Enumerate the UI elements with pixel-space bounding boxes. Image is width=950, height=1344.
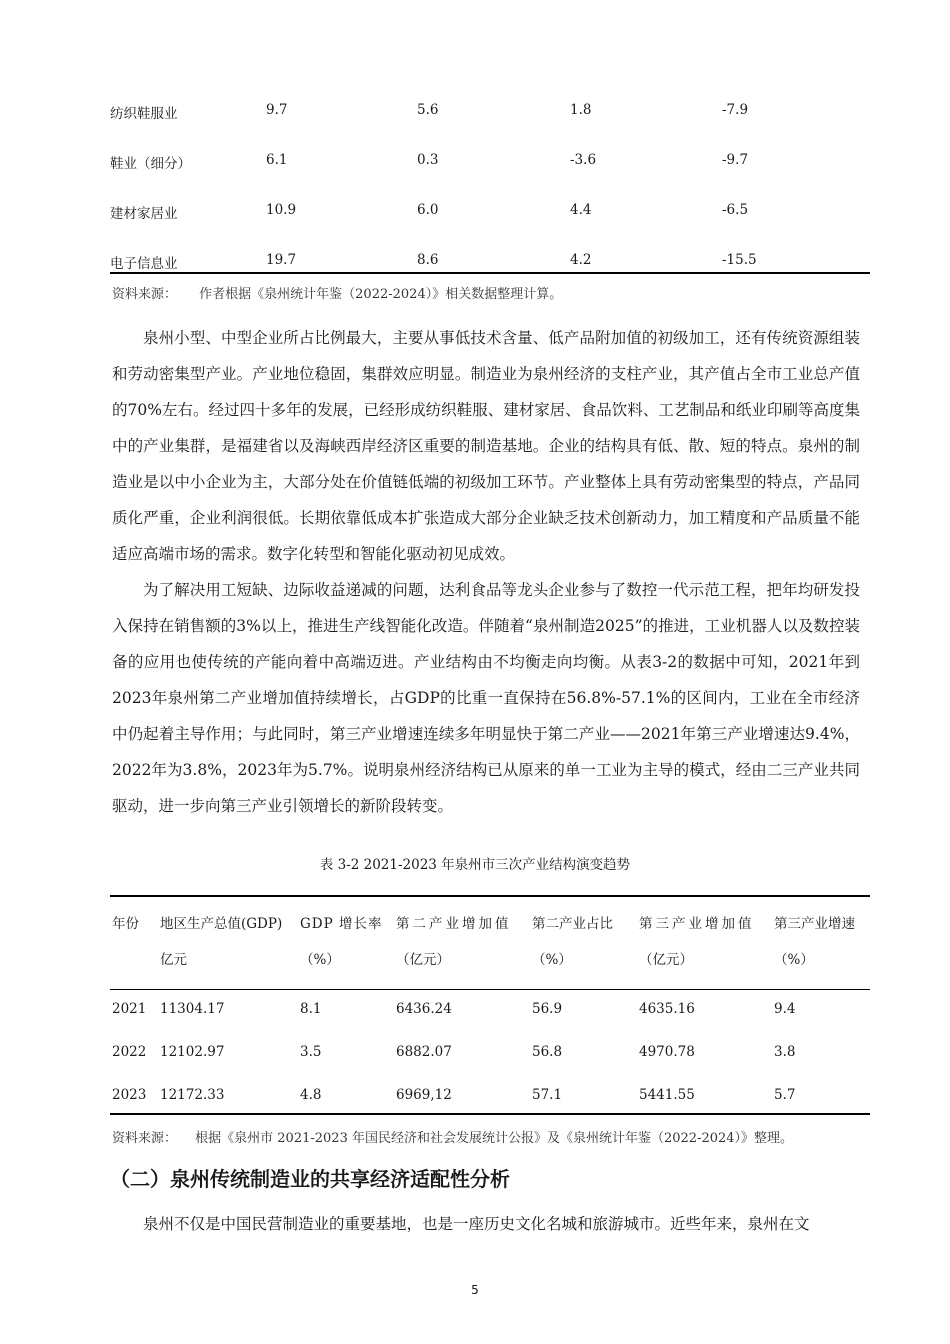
table-cell: 56.9 bbox=[532, 1001, 563, 1017]
table-row bbox=[110, 142, 870, 192]
year-cell: 2023 bbox=[112, 1087, 147, 1103]
column-header: 第二产业增加值 bbox=[396, 916, 512, 932]
table-cell: 4.8 bbox=[300, 1087, 322, 1103]
source-label: 资料来源： bbox=[112, 287, 178, 302]
industry-name: 建材家居业 bbox=[110, 206, 178, 222]
table-bottom-rule bbox=[110, 1113, 870, 1115]
column-header: GDP 增长率 bbox=[300, 916, 383, 932]
year-cell: 2022 bbox=[112, 1044, 147, 1060]
table-row bbox=[110, 92, 870, 142]
column-header-unit: （亿元） bbox=[396, 952, 450, 968]
column-header: 年份 bbox=[112, 916, 139, 932]
table-cell: 11304.17 bbox=[160, 1001, 225, 1017]
source-label: 资料来源： bbox=[112, 1131, 178, 1146]
table-header-rule bbox=[110, 989, 870, 990]
industry-growth-table bbox=[110, 92, 870, 292]
year-cell: 2021 bbox=[112, 1001, 147, 1017]
column-header-unit: 亿元 bbox=[160, 952, 187, 968]
table-cell: -7.9 bbox=[722, 102, 749, 118]
table-bottom-rule bbox=[110, 272, 870, 274]
table-cell: -3.6 bbox=[570, 152, 597, 168]
table-cell: 3.8 bbox=[774, 1044, 796, 1060]
industry-name: 电子信息业 bbox=[110, 256, 178, 272]
table-cell: 8.6 bbox=[417, 252, 439, 268]
section-heading: （二）泉州传统制造业的共享经济适配性分析 bbox=[110, 1167, 510, 1191]
table-cell: 9.4 bbox=[774, 1001, 796, 1017]
table-cell: 57.1 bbox=[532, 1087, 563, 1103]
table-cell: 10.9 bbox=[266, 202, 297, 218]
table-cell: -15.5 bbox=[722, 252, 757, 268]
table-cell: 5441.55 bbox=[639, 1087, 695, 1103]
column-header-unit: （%） bbox=[300, 952, 340, 968]
table-cell: 6436.24 bbox=[396, 1001, 452, 1017]
table-cell: 6882.07 bbox=[396, 1044, 452, 1060]
table-cell: 9.7 bbox=[266, 102, 288, 118]
column-header: 第二产业占比 bbox=[532, 916, 613, 932]
table-cell: 0.3 bbox=[417, 152, 439, 168]
table-cell: 5.6 bbox=[417, 102, 439, 118]
industry-name: 鞋业（细分） bbox=[110, 156, 191, 172]
column-header-unit: （%） bbox=[774, 952, 814, 968]
table-cell: 12102.97 bbox=[160, 1044, 225, 1060]
table-row bbox=[110, 192, 870, 242]
paragraph: 泉州小型、中型企业所占比例最大，主要从事低技术含量、低产品附加值的初级加工，还有传统资源组装和劳动密集型产业。产业地位稳固，集群效应明显。制造业为泉州经济的支柱产业，其产值占全市工业总产值的70%左右。经过四十多年的发展，已经形成纺织鞋服、建材家居、食品饮料、工艺制品和纸业印刷等高度集中的产业集群，是福建省以及海峡西岸经济区重要的制造基地。企业的结构具有低、散、短的特点。泉州的制造业是以中小企业为主，大部分处在价值链低端的初级加工环节。产业整体上具有劳动密集型的特点，产品同质化严重，企业利润很低。长期依靠低成本扩张造成大部分企业缺乏技术创新动力，加工精度和产品质量不能适应高端市场的需求。数字化转型和智能化驱动初见成效。 bbox=[112, 329, 860, 563]
industry-structure-table bbox=[110, 895, 870, 1115]
table-cell: 3.5 bbox=[300, 1044, 322, 1060]
table-cell: 8.1 bbox=[300, 1001, 322, 1017]
table-cell: 12172.33 bbox=[160, 1087, 225, 1103]
table-cell: 6.1 bbox=[266, 152, 288, 168]
column-header-unit: （%） bbox=[532, 952, 572, 968]
source-text: 作者根据《泉州统计年鉴（2022-2024）》相关数据整理计算。 bbox=[199, 287, 563, 302]
column-header-unit: （亿元） bbox=[639, 952, 693, 968]
body-text bbox=[112, 1206, 860, 1242]
table-cell: 4970.78 bbox=[639, 1044, 695, 1060]
column-header: 地区生产总值(GDP) bbox=[160, 916, 283, 932]
table1-source bbox=[112, 283, 562, 302]
table-cell: 6.0 bbox=[417, 202, 439, 218]
table-cell: 4.2 bbox=[570, 252, 592, 268]
table-cell: -9.7 bbox=[722, 152, 749, 168]
body-text bbox=[112, 320, 860, 824]
table-cell: 4635.16 bbox=[639, 1001, 695, 1017]
table-cell: 56.8 bbox=[532, 1044, 563, 1060]
source-text: 根据《泉州市 2021-2023 年国民经济和社会发展统计公报》及《泉州统计年鉴（2022-2024）》整理。 bbox=[195, 1131, 794, 1146]
table-cell: -6.5 bbox=[722, 202, 749, 218]
column-header: 第三产业增速 bbox=[774, 916, 855, 932]
industry-name: 纺织鞋服业 bbox=[110, 106, 178, 122]
table-cell: 19.7 bbox=[266, 252, 297, 268]
paragraph: 为了解决用工短缺、边际收益递减的问题，达利食品等龙头企业参与了数控一代示范工程，把年均研发投入保持在销售额的3%以上，推进生产线智能化改造。伴随着“泉州制造2025”的推进，工业机器人以及数控装备的应用也使传统的产能向着中高端迈进。产业结构由不均衡走向均衡。从表3-2的数据中可知，2021年到2023年泉州第二产业增加值持续增长，占GDP的比重一直保持在56.8%-57.1%的区间内，工业在全市经济中仍起着主导作用；与此同时，第三产业增速连续多年明显快于第二产业——2021年第三产业增速达9.4%，2022年为3.8%，2023年为5.7%。说明泉州经济结构已从原来的单一工业为主导的模式，经由二三产业共同驱动，进一步向第三产业引领增长的新阶段转变。 bbox=[112, 581, 860, 815]
paragraph: 泉州不仅是中国民营制造业的重要基地，也是一座历史文化名城和旅游城市。近些年来，泉州在文 bbox=[143, 1215, 810, 1233]
table2-source bbox=[112, 1127, 793, 1146]
table-top-rule bbox=[110, 895, 870, 897]
table-cell: 4.4 bbox=[570, 202, 592, 218]
table-caption: 表 3-2 2021-2023 年泉州市三次产业结构演变趋势 bbox=[319, 857, 631, 873]
table-cell: 6969,12 bbox=[396, 1087, 452, 1103]
table-cell: 1.8 bbox=[570, 102, 592, 118]
column-header: 第三产业增加值 bbox=[639, 916, 755, 932]
page-number: 5 bbox=[471, 1283, 479, 1297]
table-cell: 5.7 bbox=[774, 1087, 796, 1103]
